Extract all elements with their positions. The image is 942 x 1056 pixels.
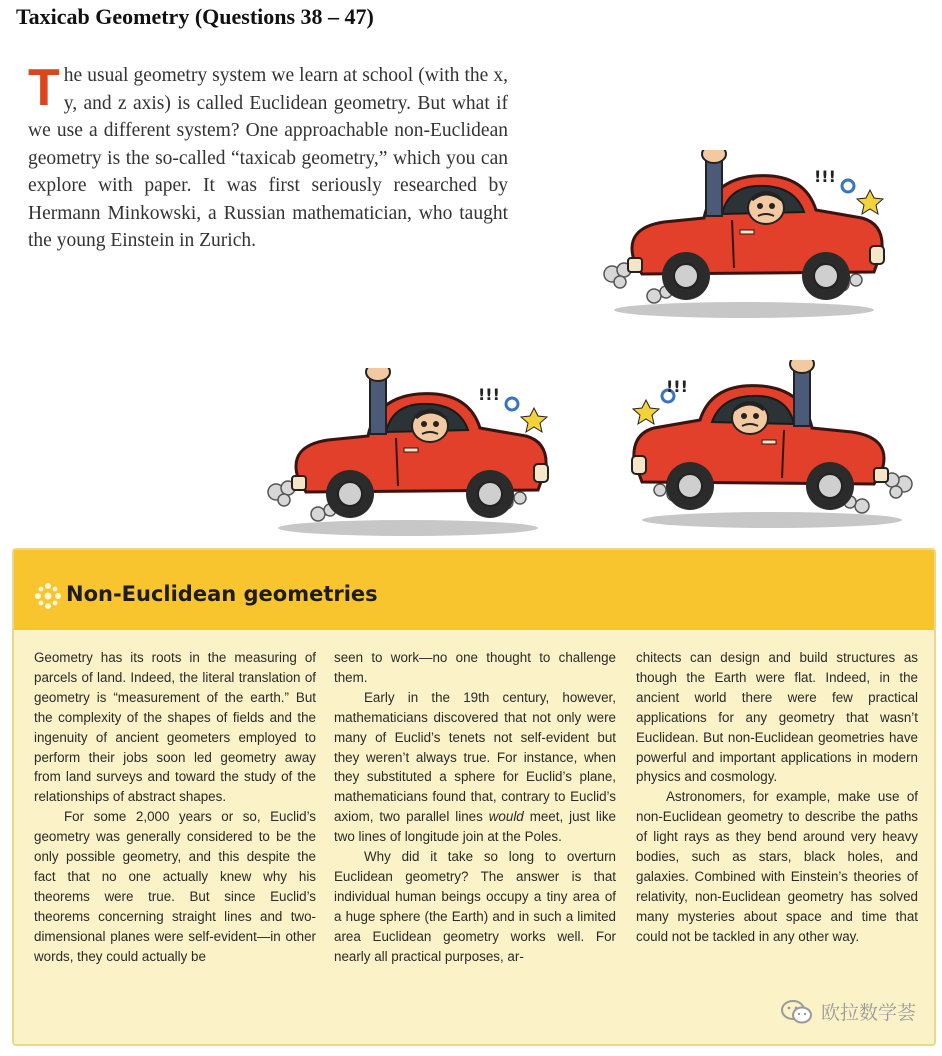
sparkle-icon [34, 582, 62, 610]
paragraph: Astronomers, for example, make use of non-Euclidean geometry to describe the paths of light rays as they bend around very heavy bodies, such as stars, black holes, and galaxies. Combined with Einstein’s theories of relativity, non-Euclidean geometry has solved many mysteries about space and time that could not be tackled in any other way. [636, 789, 918, 944]
exclamation-marks: !!! [666, 377, 688, 396]
paragraph: seen to work—no one thought to challenge them. [334, 650, 616, 685]
paragraph: Geometry has its roots in the measuring of parcels of land. Indeed, the literal translation of geometry is “measurement of the earth.” But the complexity of the shapes of fields and the ingenuity of ancient geometers employed to perform their jobs soon led geometry away from land surveys and toward the study of the relationships of abstract shapes. [34, 650, 316, 805]
wechat-icon [781, 999, 813, 1025]
drop-cap: T [28, 59, 60, 117]
non-euclidean-panel [12, 548, 936, 1046]
paragraph: chitects can design and build structures as though the Earth were flat. Indeed, in the ancient world there were few practical applications for any geometry that wasn’t Euclidean. But non-Euclidean geometries have powerful and important applications in modern physics and cosmology. [636, 650, 918, 785]
paragraph: For some 2,000 years or so, Euclid’s geometry was generally considered to be the only possible geometry, and this despite the fact that no one actually knew why his theorems were true. But since Euclid’s theorems concerning straight lines and two-dimensional planes were self-evident—in other words, they could actually be [34, 809, 316, 964]
car-cartoon-top-right [594, 150, 894, 325]
page-title: Taxicab Geometry (Questions 38 – 47) [16, 4, 374, 29]
intro-paragraph [28, 59, 508, 255]
emphasis: would [488, 809, 524, 825]
car-cartoon-middle [258, 368, 558, 543]
paragraph: Why did it take so long to overturn Euclidean geometry? The answer is that individual human beings occupy a tiny area of a huge sphere (the Earth) and in such a limited area Euclidean geometry works well. For nearly all practical purposes, ar- [334, 849, 616, 964]
paragraph: Early in the 19th century, however, mathematicians discovered that not only were many of Euclid’s tenets not self-evident but they weren’t always true. For instance, when they substituted a sphere for Euclid’s plane, mathematicians found that, contrary to Euclid’s axiom, two parallel lines would meet, just like two lines of longitude join at the Poles. [334, 689, 616, 845]
car-cartoon-right [622, 360, 922, 535]
intro-text: he usual geometry system we learn at school (with the x, y, and z axis) is called Euclidean geometry. But what if we use a different system? One approachable non-Euclidean geometry is the so-called “taxicab geometry,” which you can explore with paper. It was first seriously researched by Hermann Minkowski, a Russian mathematician, who taught the young Einstein in Zurich. [28, 65, 508, 251]
wechat-watermark [781, 998, 916, 1025]
text-column-1 [34, 648, 316, 967]
text-column-2 [334, 648, 616, 967]
panel-heading: Non-Euclidean geometries [66, 582, 378, 606]
text-column-3 [636, 648, 918, 947]
exclamation-marks: !!! [478, 385, 500, 404]
watermark-text: 欧拉数学荟 [820, 1002, 916, 1024]
exclamation-marks: !!! [814, 167, 836, 186]
